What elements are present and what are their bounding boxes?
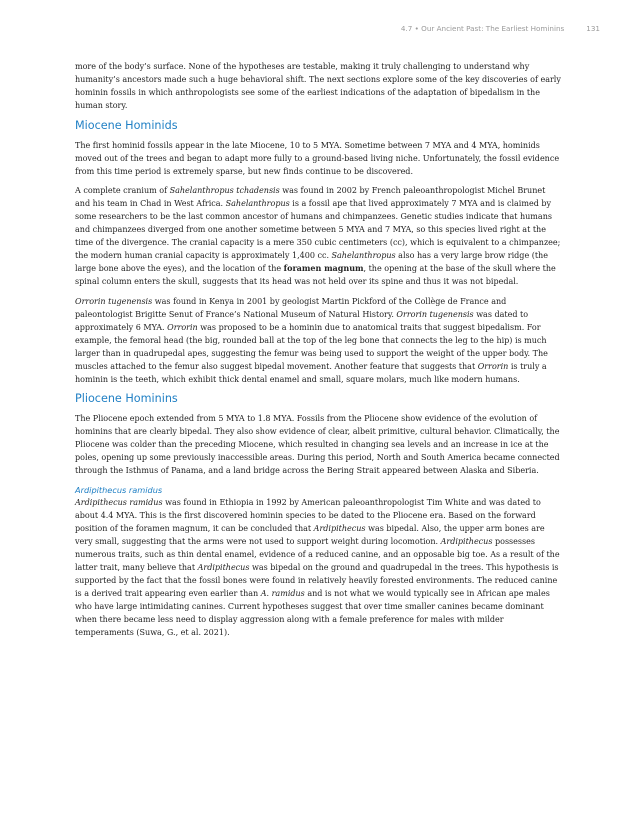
text-run: was bipedal. Also, the upper arm bones are very small, suggesting that the arms were not used to support weight during locomotion. bbox=[75, 523, 545, 546]
text-run: was bipedal on the ground and quadrupedal in the trees. This hypothesis is supported by the fact that the fossil bones were found in relatively heavily forested environments. The reduced canine is a derived trait appearing even earlier than bbox=[75, 562, 559, 598]
subsection-heading-ardipithecus: Ardipithecus ramidus bbox=[75, 484, 163, 495]
text-run: was dated to approximately 6 MYA. bbox=[75, 309, 529, 332]
text-run: is a fossil ape that lived approximately 7 MYA and is claimed by some researchers to be the last common ancestor of humans and chimpanzees. Genetic studies indicate that humans and chimpanzees diverged from one another sometime between 5 MYA and 7 MYA, so this species lived right at the time of the divergence. The cranial capacity is a mere 350 cubic centimeters (cc), which is equivalent to a chimpanzee; the modern human cranial capacity is approximately 1,400 cc. bbox=[75, 199, 561, 260]
species-name: Ardipithecus bbox=[313, 523, 366, 533]
key-term-foramen-magnum: foramen magnum bbox=[283, 263, 364, 273]
species-name: Sahelanthropus bbox=[331, 251, 396, 260]
miocene-paragraph-1: The first hominid fossils appear in the late Miocene, 10 to 5 MYA. Sometime between 7 MYA and 4 MYA, hominids moved out of the trees and began to adapt more fully to a ground-based living niche. Unfortunately, the fossil evidence from this time period is extremely sparse, but new finds continue to be discovered. bbox=[75, 140, 560, 176]
species-name: Orrorin tugenensis bbox=[75, 296, 153, 306]
header-section-title: 4.7 • Our Ancient Past: The Earliest Hominins bbox=[400, 24, 565, 33]
species-name: Orrorin bbox=[477, 361, 509, 371]
pliocene-paragraph-1: The Pliocene epoch extended from 5 MYA to 1.8 MYA. Fossils from the Pliocene show evidence of the evolution of hominins that are clearly bipedal. They also show evidence of clear, albeit primitive, cultural behavior. Climatically, the Pliocene was colder than the preceding Miocene, which resulted in changing sea levels and an increase in ice at the poles, opening up some previously inaccessible areas. During this period, North and South America became connected through the Isthmus of Panama, and a land bridge across the Bering Strait appeared between Alaska and Siberia. bbox=[75, 414, 560, 475]
text-run: was proposed to be a hominin due to anatomical traits that suggest bipedalism. For example, the femoral head (the big, rounded ball at the top of the leg bone that connects the leg to the hip) is much larger than in quadrupedal apes, suggesting the femur was being used to support the weight of the upper body. The muscles attached to the femur also suggest bipedal movement. Another feature that suggests that bbox=[75, 322, 548, 371]
page-body bbox=[75, 60, 561, 645]
species-name: Orrorin bbox=[167, 322, 198, 332]
text-run: was found in Kenya in 2001 by geologist Martin Pickford of the Collège de France and paleontologist Brigitte Senut of France’s National Museum of Natural History. bbox=[75, 296, 507, 319]
text-run: , the opening at the base of the skull where the spinal column enters the skull, suggests that its head was not held over its spine and thus it was not bipedal. bbox=[75, 264, 556, 286]
miocene-paragraph-sahelanthropus bbox=[75, 184, 561, 288]
species-name: Orrorin tugenensis bbox=[396, 309, 474, 319]
species-name: Ardipithecus ramidus bbox=[75, 497, 163, 507]
text-run: also has a very large brow ridge (the large bone above the eyes), and the location of the bbox=[75, 251, 548, 273]
running-header bbox=[401, 24, 600, 33]
intro-paragraph: more of the body’s surface. None of the hypotheses are testable, making it truly challenging to understand why humanity’s ancestors made such a huge behavioral shift. The next sections explore some of the key discoveries of early hominin fossils in which anthropologists see some of the earliest indications of the adaptation of bipedalism in the human story. bbox=[75, 62, 561, 110]
text-run: and is not what we would typically see in African ape males who have large intimidating canines. Current hypotheses suggest that over time smaller canines became dominant when there became less need to display aggression along with a female preference for males with milder temperaments (Suwa, G., et al. 2021). bbox=[75, 588, 550, 637]
text-run: was found in Ethiopia in 1992 by American paleoanthropologist Tim White and was dated to about 4.4 MYA. This is the first discovered hominin species to be dated to the Pliocene era. Based on the forward position of the foramen magnum, it can be concluded that bbox=[75, 497, 541, 533]
species-name: Ardipithecus bbox=[197, 562, 250, 572]
miocene-paragraph-orrorin bbox=[75, 295, 561, 386]
species-name: Sahelanthropus tchadensis bbox=[169, 186, 280, 195]
text-run: is truly a hominin is the teeth, which exhibit thick dental enamel and small, square molars, much like modern humans. bbox=[75, 361, 547, 384]
text-run: A complete cranium of bbox=[75, 186, 170, 195]
text-run: was found in 2002 by French paleoanthropologist Michel Brunet and his team in Chad in West Africa. bbox=[75, 186, 546, 208]
species-name: Sahelanthropus bbox=[225, 199, 290, 208]
section-heading-pliocene: Pliocene Hominins bbox=[75, 392, 178, 405]
section-heading-miocene: Miocene Hominids bbox=[75, 118, 178, 132]
species-name: Ardipithecus bbox=[440, 536, 493, 546]
species-name: A. ramidus bbox=[260, 588, 305, 598]
ardipithecus-paragraph bbox=[75, 496, 561, 639]
text-run: possesses numerous traits, such as thin dental enamel, evidence of a reduced canine, and an opposable big toe. As a result of the latter trait, many believe that bbox=[75, 536, 560, 572]
page-number: 131 bbox=[586, 24, 600, 33]
